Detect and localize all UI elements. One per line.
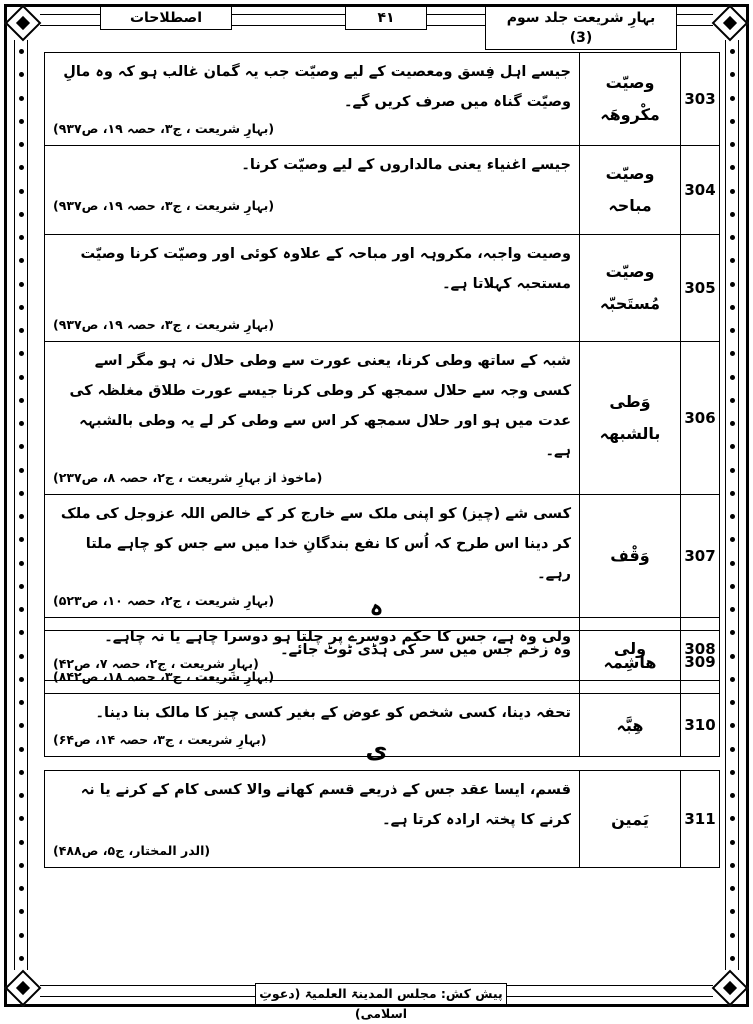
border-dot-icon	[730, 793, 735, 798]
border-dot-icon	[19, 189, 24, 194]
term-line: مباحہ	[608, 196, 652, 215]
border-dot-icon	[730, 514, 735, 519]
border-dot-icon	[730, 584, 735, 589]
border-dot-icon	[19, 235, 24, 240]
entry-number: 310	[681, 694, 720, 757]
entry-number: 309	[681, 631, 720, 694]
border-dot-icon	[730, 165, 735, 170]
border-dot-icon	[19, 933, 24, 938]
entry-description	[45, 235, 580, 342]
entry-text: قسم، ایسا عقد جس کے ذریعے قسم کھانے والا کسی کام کے کرنے یا نہ کرنے کا پختہ ارادہ کرتا ہے۔	[80, 782, 571, 828]
border-dot-icon	[730, 49, 735, 54]
border-dot-icon	[730, 328, 735, 333]
entry-description	[45, 631, 580, 694]
border-dot-icon	[19, 561, 24, 566]
border-dot-icon	[730, 723, 735, 728]
entry-text: وہ زخم جس میں سر کی ہڈی ٹوٹ جائے۔	[280, 642, 571, 658]
header-section-title: اصطلاحات	[100, 6, 232, 30]
border-dot-icon	[19, 514, 24, 519]
border-dot-icon	[19, 421, 24, 426]
border-dot-icon	[730, 468, 735, 473]
border-dot-icon	[19, 49, 24, 54]
border-dot-icon	[730, 258, 735, 263]
term-line: وَطی	[609, 392, 651, 411]
entry-term: ھِبَّہ	[580, 694, 681, 757]
border-dot-icon	[730, 212, 735, 217]
entry-reference: (بہارِ شریعت ، ج۳، حصہ ۱۹، ص۹۳۷)	[53, 121, 275, 136]
right-border-rail	[725, 40, 739, 970]
border-dot-icon	[730, 305, 735, 310]
entry-text: کسی شے (چیز) کو اپنی ملک سے خارج کر کے خالص اللہ عزوجل کی ملک کر دینا اس طرح کہ اُس کا نفع بندگانِ خدا میں سے جس کو چاہے ملتا رہے۔	[60, 506, 571, 582]
border-dot-icon	[19, 793, 24, 798]
entry-term: یَمین	[580, 771, 681, 868]
left-border-rail	[14, 40, 28, 970]
border-dot-icon	[730, 351, 735, 356]
border-dot-icon	[19, 816, 24, 821]
border-dot-icon	[19, 584, 24, 589]
border-dot-icon	[730, 816, 735, 821]
entry-number: 303	[681, 53, 720, 146]
border-dot-icon	[19, 96, 24, 101]
term-line: وصیّت	[605, 262, 655, 281]
border-dot-icon	[19, 282, 24, 287]
entry-term	[580, 342, 681, 495]
table-row	[45, 771, 720, 868]
table-row	[45, 146, 720, 235]
entry-number: 305	[681, 235, 720, 342]
border-dot-icon	[730, 909, 735, 914]
entry-text: وصیت واجبہ، مکروہہ اور مباحہ کے علاوہ کوئی اور وصیّت کرنا وصیّت مستحبہ کہلاتا ہے۔	[80, 246, 571, 292]
entry-reference: (بہارِ شریعت ، ج۳، حصہ ۱۹، ص۹۳۷)	[53, 198, 275, 213]
border-dot-icon	[19, 886, 24, 891]
border-dot-icon	[19, 375, 24, 380]
glossary-table-waw	[44, 52, 720, 681]
term-line: وَقْف	[610, 546, 650, 565]
border-dot-icon	[730, 398, 735, 403]
border-dot-icon	[19, 677, 24, 682]
border-dot-icon	[730, 933, 735, 938]
entry-text: جیسے اغنیاء یعنی مالداروں کے لیے وصیّت کرنا۔	[241, 157, 571, 173]
border-dot-icon	[730, 630, 735, 635]
border-dot-icon	[730, 654, 735, 659]
entry-number: 306	[681, 342, 720, 495]
border-dot-icon	[19, 72, 24, 77]
page-number: ۴۱	[345, 6, 427, 30]
border-dot-icon	[19, 491, 24, 496]
entry-description	[45, 771, 580, 868]
border-dot-icon	[730, 421, 735, 426]
entry-number: 307	[681, 495, 720, 618]
border-dot-icon	[19, 398, 24, 403]
table-row	[45, 631, 720, 694]
border-dot-icon	[19, 840, 24, 845]
entry-reference: (بہارِ شریعت ، ج۳، حصہ ۱۹، ص۹۳۷)	[53, 317, 275, 332]
header-book-title: بہارِ شریعت جلد سوم (3)	[485, 6, 677, 50]
term-line: وصیّت	[605, 73, 655, 92]
entry-term	[580, 146, 681, 235]
border-dot-icon	[730, 119, 735, 124]
border-dot-icon	[19, 654, 24, 659]
border-dot-icon	[19, 212, 24, 217]
border-dot-icon	[730, 491, 735, 496]
border-dot-icon	[19, 723, 24, 728]
entry-reference: (بہارِ شریعت ، ج۳، حصہ ۱۸، ص۸۴۲)	[53, 669, 275, 684]
term-line: بالشبھہ	[599, 424, 661, 443]
border-dot-icon	[730, 700, 735, 705]
publisher-footer: پیش کش: مجلس المدینۃ العلمیۃ (دعوتِ اسلامی)	[255, 983, 507, 1005]
border-dot-icon	[730, 96, 735, 101]
entry-number: 308	[681, 618, 720, 681]
entry-reference: (الدر المختار، ج۵، ص۴۸۸)	[53, 843, 211, 858]
entry-text: جیسے اہل فِسق ومعصیت کے لیے وصیّت جب یہ گمان غالب ہو کہ وہ مالِ وصیّت گناہ میں صرف کریں گے۔	[63, 64, 571, 110]
entry-reference: (بہارِ شریعت ، ج۳، حصہ ۱۴، ص۶۴)	[53, 732, 267, 747]
entry-text: ولی وہ ہے، جس کا حکم دوسرے پر چلتا ہو دوسرا چاہے یا نہ چاہے۔	[104, 629, 571, 645]
entry-number: 311	[681, 771, 720, 868]
border-dot-icon	[19, 328, 24, 333]
border-dot-icon	[730, 537, 735, 542]
entry-term	[580, 53, 681, 146]
border-dot-icon	[19, 630, 24, 635]
term-line: مکْروھَہ	[600, 105, 660, 124]
border-dot-icon	[19, 956, 24, 961]
border-dot-icon	[730, 235, 735, 240]
border-dot-icon	[19, 770, 24, 775]
entry-term	[580, 235, 681, 342]
border-dot-icon	[19, 909, 24, 914]
border-dot-icon	[19, 444, 24, 449]
border-dot-icon	[19, 305, 24, 310]
entry-text: شبہ کے ساتھ وطی کرنا، یعنی عورت سے وطی حلال نہ ہو مگر اسے کسی وجہ سے حلال سمجھ کر وطی کرنا جیسے عورت طلاق مغلظہ کی عدت میں ہو اور حلال سمجھ کر اس سے وطی کر لے یہ وطی بالشبہہ ہے۔	[69, 353, 571, 459]
term-line: وصیّت	[605, 164, 655, 183]
border-dot-icon	[730, 677, 735, 682]
entry-reference: (بہارِ شریعت ، ج۲، حصہ ۷، ص۴۲)	[53, 656, 259, 671]
entry-description	[45, 53, 580, 146]
border-dot-icon	[730, 863, 735, 868]
border-dot-icon	[730, 840, 735, 845]
border-dot-icon	[730, 956, 735, 961]
entry-reference: (ماخوذ از بہارِ شریعت ، ج۲، حصہ ۸، ص۲۳۷)	[53, 470, 323, 485]
entry-number: 304	[681, 146, 720, 235]
section-letter-he: ہ	[369, 593, 384, 621]
border-dot-icon	[19, 258, 24, 263]
border-dot-icon	[19, 351, 24, 356]
border-dot-icon	[730, 561, 735, 566]
border-dot-icon	[730, 444, 735, 449]
border-dot-icon	[19, 468, 24, 473]
section-letter-ye: ی	[365, 736, 388, 764]
border-dot-icon	[730, 886, 735, 891]
entry-description	[45, 146, 580, 235]
border-dot-icon	[19, 142, 24, 147]
border-dot-icon	[730, 189, 735, 194]
term-line: مُستَحبّہ	[599, 294, 661, 313]
border-dot-icon	[19, 119, 24, 124]
border-dot-icon	[19, 700, 24, 705]
border-dot-icon	[730, 770, 735, 775]
border-dot-icon	[19, 165, 24, 170]
entry-description	[45, 342, 580, 495]
border-dot-icon	[730, 375, 735, 380]
table-row	[45, 235, 720, 342]
glossary-table-ye	[44, 770, 720, 868]
term-line: ولی	[613, 639, 647, 658]
border-dot-icon	[19, 537, 24, 542]
border-dot-icon	[730, 142, 735, 147]
entry-text: تحفہ دینا، کسی شخص کو عوض کے بغیر کسی چیز کا مالک بنا دینا۔	[95, 705, 571, 721]
entry-reference: (بہارِ شریعت ، ج۲، حصہ ۱۰، ص۵۲۳)	[53, 593, 275, 608]
border-dot-icon	[730, 72, 735, 77]
table-row	[45, 53, 720, 146]
border-dot-icon	[730, 282, 735, 287]
table-row	[45, 342, 720, 495]
border-dot-icon	[19, 863, 24, 868]
entry-term: ھاشِمہ	[580, 631, 681, 694]
